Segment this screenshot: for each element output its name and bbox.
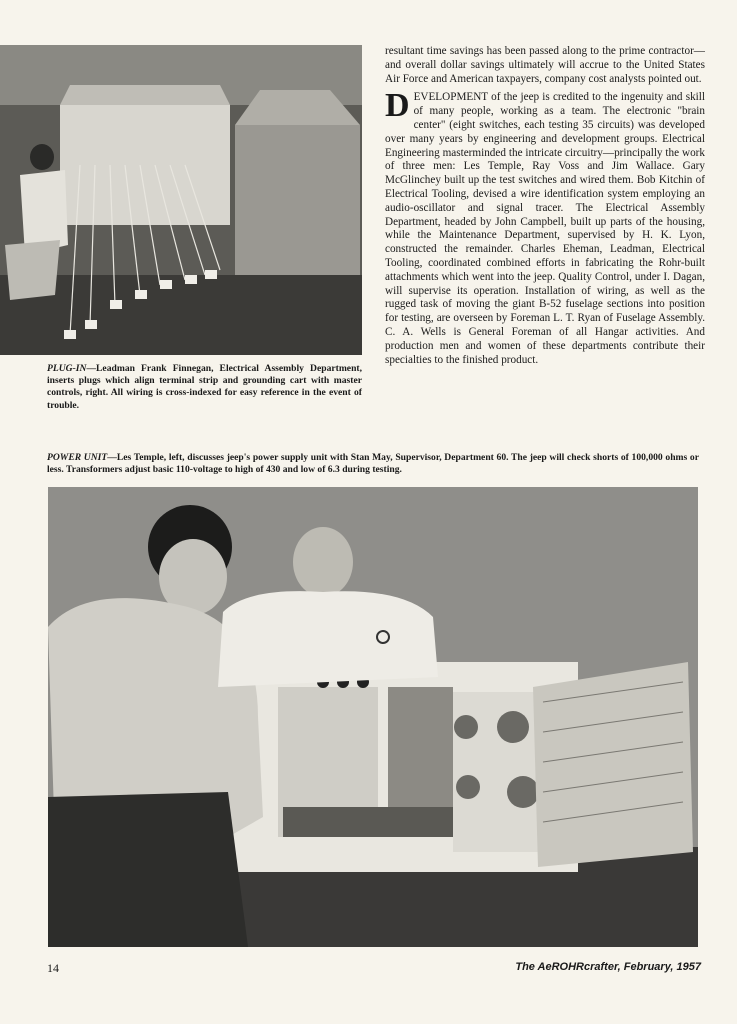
caption-lead: POWER UNIT — [47, 452, 108, 463]
page-number: 14 — [47, 961, 59, 975]
publication-title: The AeROHRcrafter, February, 1957 — [515, 961, 701, 973]
drop-cap: D — [385, 87, 410, 125]
article-paragraph-2 — [385, 87, 705, 367]
article-body — [385, 45, 705, 367]
caption-text: —Les Temple, left, discusses jeep's power supply unit with Stan May, Supervisor, Department 60. The jeep will check shorts of 100,000 ohms or less. Transformers adjust basic 110-voltage to high of 430 and low of 6.3 during testing. — [47, 452, 699, 476]
power-unit-caption — [47, 452, 699, 476]
article-paragraph-2-text: EVELOPMENT of the jeep is credited to the ingenuity and skill of many people, working as a team. The electronic "brain center" (eight switches, each testing 35 circuits) was developed over many years by engineering and development groups. Electrical Engineering masterminded the intricate circuitry—principally the work of three men: Les Temple, Ray Voss and Jim Wallace. Gary McGlinchey built up the test switches and wired them. Bob Kitchin of Electrical Tooling, devised a wire identification system employing an audio-oscillator and signal tracer. The Electrical Assembly Department, headed by John Campbell, built up parts of the housing, while the Maintenance Department, supervised by H. K. Lyon, constructed the remainder. Charles Eheman, Leadman, Electrical Tooling, coordinated combined efforts in fabricating the Rohr-built attachments which went into the jeep. Quality Control, under I. Dagan, will supervise its operation. Installation of wiring, as well as the rugged task of moving the giant B-52 fuselage sections into position for testing, are overseen by Foreman L. T. Ryan of Fuselage Assembly. C. A. Wells is General Foreman of all Hangar activities. And production men and women of these departments contribute their specialties to the finished product. — [385, 91, 705, 366]
plug-in-caption — [47, 363, 362, 412]
power-unit-photo — [48, 487, 698, 947]
caption-text: —Leadman Frank Finnegan, Electrical Assembly Department, inserts plugs which align terminal strip and grounding cart with master controls, right. All wiring is cross-indexed for easy reference in the event of trouble. — [47, 363, 362, 411]
caption-lead: PLUG-IN — [47, 363, 87, 374]
plug-in-photo — [0, 45, 362, 355]
article-paragraph-1: resultant time savings has been passed along to the prime contractor—and overall dollar savings ultimately will accrue to the United States Air Force and American taxpayers, company cost analysts pointed out. — [385, 45, 705, 85]
